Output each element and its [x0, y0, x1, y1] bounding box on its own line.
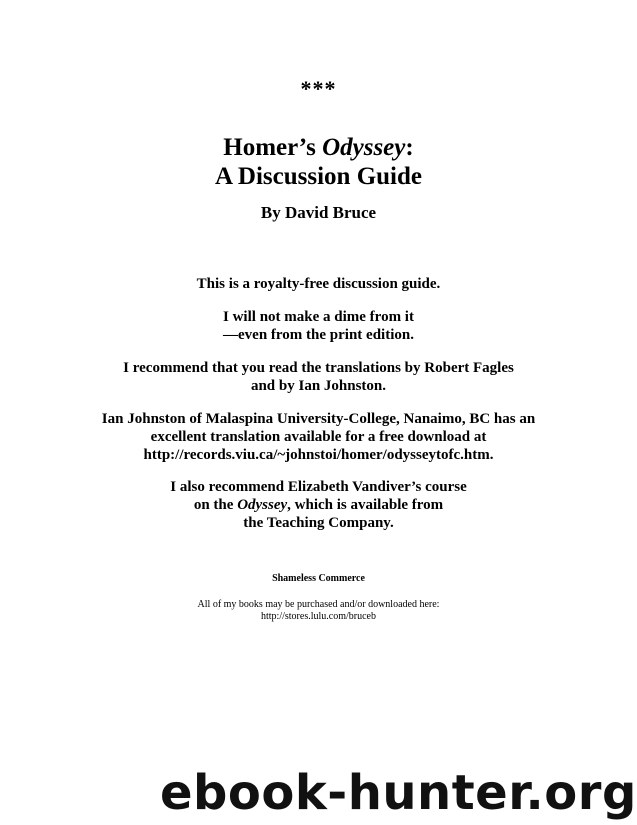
watermark: ebook-hunter.org	[160, 765, 637, 821]
author-byline: By David Bruce	[260, 203, 377, 222]
commerce-heading: Shameless Commerce	[272, 573, 365, 584]
recommend-line-2: and by Ian Johnston.	[250, 378, 387, 394]
royalty-free-text: This is a royalty-free discussion guide.	[196, 276, 441, 292]
johnston-line-1: Ian Johnston of Malaspina University-College, Nanaimo, BC has an	[101, 411, 536, 427]
johnston-url: http://records.viu.ca/~johnstoi/homer/odysseytofc.htm.	[143, 447, 494, 463]
title-line-2: A Discussion Guide	[214, 163, 422, 190]
title-italic-work: Odyssey	[322, 134, 406, 161]
vandiver-line-3: the Teaching Company.	[243, 515, 394, 531]
vandiver-line-2-suffix: , which is available from	[287, 497, 444, 513]
translations-paragraph	[0, 359, 637, 395]
vandiver-line-1: I also recommend Elizabeth Vandiver’s course	[170, 479, 467, 495]
dime-line-1: I will not make a dime from it	[223, 309, 414, 325]
title-suffix: :	[405, 134, 414, 161]
section-separator: ***	[300, 76, 337, 101]
page-title	[0, 133, 637, 191]
dime-line-2: —even from the print edition.	[223, 327, 414, 343]
royalty-free-paragraph	[0, 275, 637, 293]
vandiver-line-2	[0, 496, 637, 514]
johnston-line-2: excellent translation available for a free download at	[150, 429, 487, 445]
title-line-1	[0, 133, 637, 162]
johnston-paragraph	[0, 410, 637, 464]
commerce-text	[0, 599, 637, 623]
dime-paragraph	[0, 308, 637, 344]
commerce-line-1: All of my books may be purchased and/or downloaded here:	[197, 599, 440, 610]
vandiver-line-2-prefix: on the	[193, 497, 238, 513]
recommend-line-1: I recommend that you read the translations by Robert Fagles	[123, 360, 514, 376]
vandiver-paragraph	[0, 478, 637, 532]
vandiver-italic-work: Odyssey	[237, 497, 288, 513]
commerce-url: http://stores.lulu.com/bruceb	[261, 611, 376, 622]
title-prefix: Homer’s	[223, 134, 323, 161]
